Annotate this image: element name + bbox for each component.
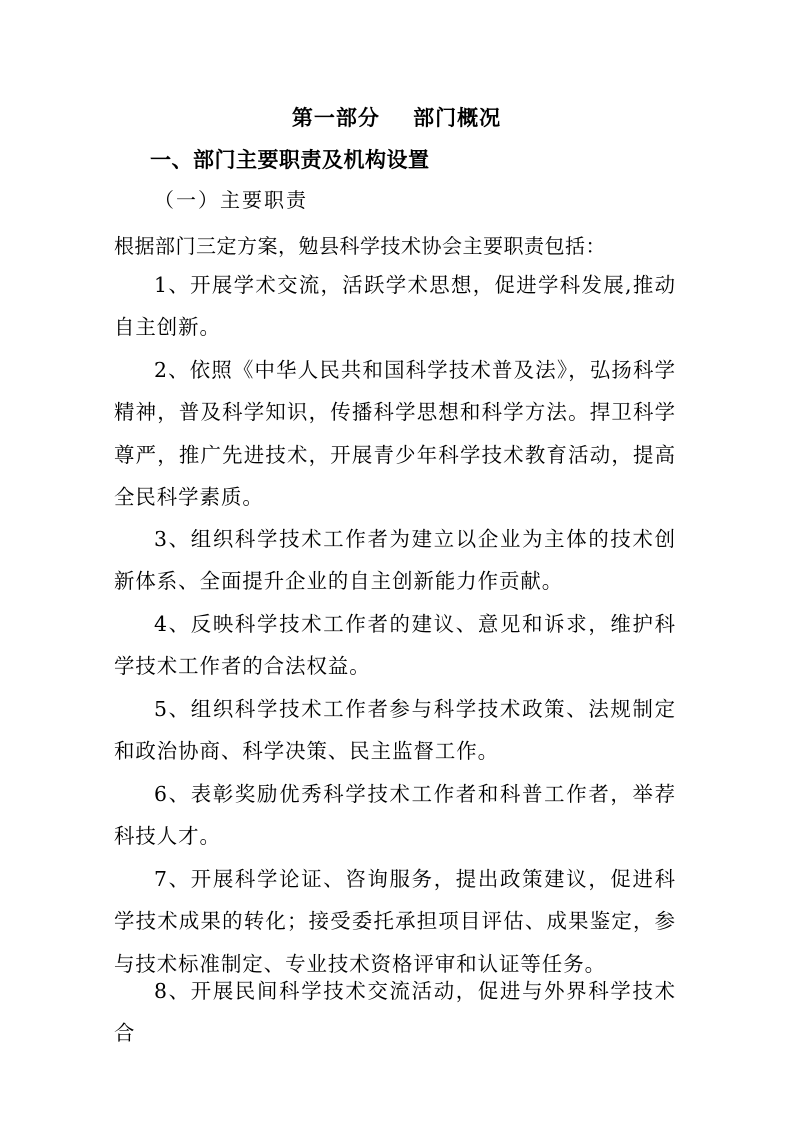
duty-item-4: 4、反映科学技术工作者的建议、意见和诉求，维护科学技术工作者的合法权益。 [114, 612, 676, 679]
duty-item-5: 5、组织科学技术工作者参与科学技术政策、法规制定和政治协商、科学决策、民主监督工作。 [114, 697, 676, 764]
duty-item-6: 6、表彰奖励优秀科学技术工作者和科普工作者，举荐科技人才。 [114, 782, 676, 849]
duty-item-1: 1、开展学术交流，活跃学术思想，促进学科发展,推动自主创新。 [114, 273, 676, 340]
section-heading: 一、部门主要职责及机构设置 [150, 148, 430, 172]
intro-paragraph: 根据部门三定方案，勉县科学技术协会主要职责包括： [114, 234, 606, 258]
page-title: 第一部分 部门概况 [291, 106, 502, 130]
duty-item-7: 7、开展科学论证、咨询服务，提出政策建议，促进科学技术成果的转化；接受委托承担项目评估、成果鉴定，参与技术标准制定、专业技术资格评审和认证等任务。 [114, 867, 676, 976]
duty-item-3: 3、组织科学技术工作者为建立以企业为主体的技术创新体系、全面提升企业的自主创新能力作贡献。 [114, 527, 676, 594]
subsection-heading: （一）主要职责 [154, 188, 308, 212]
duty-item-8: 8、开展民间科学技术交流活动，促进与外界科学技术合 [114, 979, 676, 1046]
duty-item-2: 2、依照《中华人民共和国科学技术普及法》，弘扬科学精神，普及科学知识，传播科学思想和科学方法。捍卫科学尊严，推广先进技术，开展青少年科学技术教育活动，提高全民科学素质。 [114, 358, 676, 510]
